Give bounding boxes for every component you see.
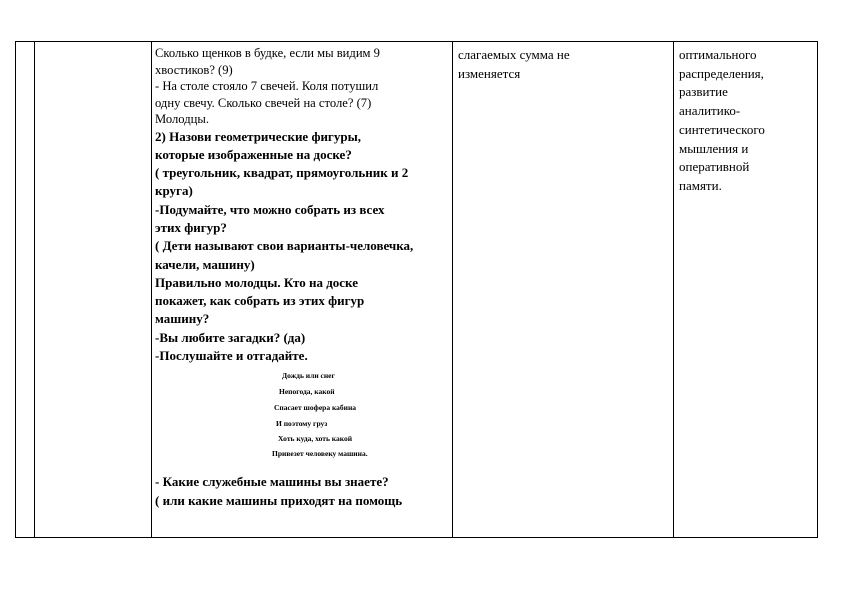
poem-line: Хоть куда, хоть какой [278,434,353,444]
text-line: хвостиков? (9) [155,62,233,77]
text-line: машину? [155,311,210,327]
text-line: памяти. [679,177,722,193]
text-line: ( треугольник, квадрат, прямоугольник и 2 [155,165,409,181]
text-line: -Подумайте, что можно собрать из всех [155,201,385,217]
text-line: качели, машину) [155,256,255,272]
text-line: Сколько щенков в будке, если мы видим 9 [155,46,380,60]
text-line: 2) Назови геометрические фигуры, [155,128,361,144]
poem-line: Спасает шофера кабина [274,403,357,413]
lesson-content-cell [152,42,451,537]
text-line: ( Дети называют свои варианты-человечка, [155,238,414,254]
poem-line: Дождь или снег [282,371,335,381]
text-line: которые изображенные на доске? [155,146,352,162]
poem-line: И поэтому груз [276,419,328,429]
text-line: этих фигур? [155,219,227,235]
lesson-table [15,41,818,538]
text-line: аналитико- [679,103,741,119]
text-line: - На столе стояло 7 свечей. Коля потушил [155,79,379,93]
text-line: развитие [679,84,728,100]
goals-cell [674,42,814,537]
text-line: -Послушайте и отгадайте. [155,348,308,364]
text-line: изменяется [458,65,521,81]
text-line: оперативной [679,159,750,175]
riddle-poem [155,367,451,467]
text-line: распределения, [679,65,764,81]
text-line: ( или какие машины приходят на помощь [155,492,403,508]
text-line: синтетического [679,121,765,137]
text-line: слагаемых сумма не [458,47,570,62]
text-line: Молодцы. [155,112,209,126]
principle-cell [453,42,673,537]
text-line: -Вы любите загадки? (да) [155,329,306,345]
text-line: мышления и [679,140,749,156]
column-divider-1 [34,42,35,537]
text-line: - Какие служебные машины вы знаете? [155,474,389,490]
poem-line: Непогода, какой [279,387,335,397]
text-line: Правильно молодцы. Кто на доске [155,274,358,290]
text-line: оптимального [679,47,757,62]
text-line: круга) [155,183,193,199]
text-line: покажет, как собрать из этих фигур [155,293,365,309]
text-line: одну свечу. Сколько свечей на столе? (7) [155,95,372,110]
poem-line: Привезет человеку машина. [272,449,368,459]
